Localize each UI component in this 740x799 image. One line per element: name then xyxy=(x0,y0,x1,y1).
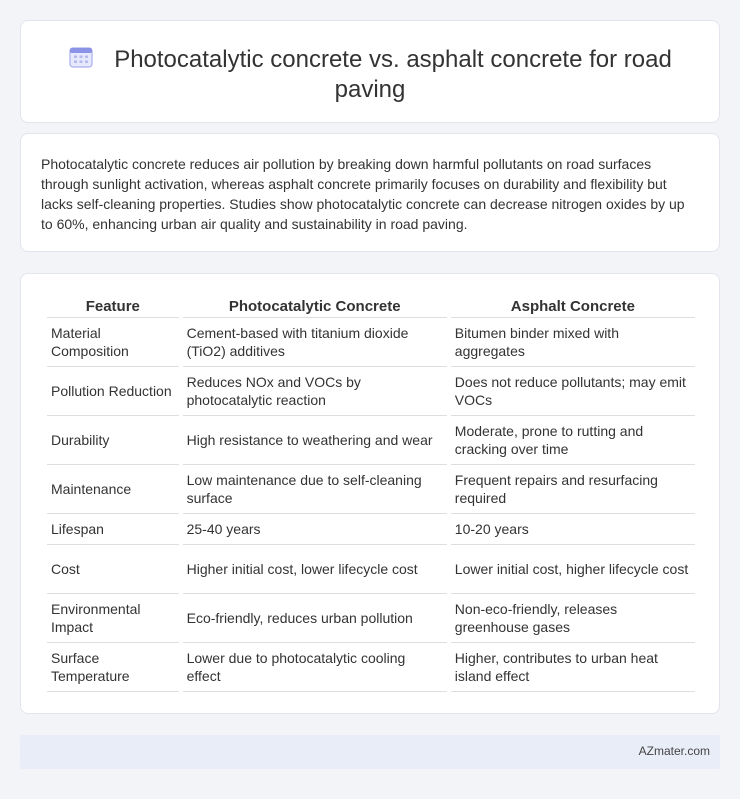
feature-cell: Environmental Impact xyxy=(47,594,179,643)
photocatalytic-cell: Higher initial cost, lower lifecycle cost xyxy=(183,545,447,594)
asphalt-cell: 10-20 years xyxy=(451,514,695,545)
table-row xyxy=(47,465,695,514)
table-row xyxy=(47,416,695,465)
title-wrap xyxy=(21,45,719,105)
feature-cell: Durability xyxy=(47,416,179,465)
asphalt-cell: Frequent repairs and resurfacing required xyxy=(451,465,695,514)
table-card xyxy=(20,273,720,714)
feature-cell: Material Composition xyxy=(47,318,179,367)
photocatalytic-cell: Reduces NOx and VOCs by photocatalytic reaction xyxy=(183,367,447,416)
table-row xyxy=(47,643,695,692)
feature-cell: Surface Temperature xyxy=(47,643,179,692)
asphalt-cell: Lower initial cost, higher lifecycle cost xyxy=(451,545,695,594)
table-row xyxy=(47,367,695,416)
feature-cell: Pollution Reduction xyxy=(47,367,179,416)
table-row xyxy=(47,594,695,643)
photocatalytic-cell: Cement-based with titanium dioxide (TiO2) additives xyxy=(183,318,447,367)
asphalt-cell: Does not reduce pollutants; may emit VOCs xyxy=(451,367,695,416)
feature-cell: Cost xyxy=(47,545,179,594)
photocatalytic-cell: Lower due to photocatalytic cooling effect xyxy=(183,643,447,692)
footer-bar xyxy=(20,735,720,769)
asphalt-cell: Moderate, prone to rutting and cracking over time xyxy=(451,416,695,465)
page-title: Photocatalytic concrete vs. asphalt concrete for road paving xyxy=(114,46,672,103)
footer-site-link[interactable]: AZmater.com xyxy=(638,744,710,758)
asphalt-cell: Non-eco-friendly, releases greenhouse gases xyxy=(451,594,695,643)
photocatalytic-cell: Low maintenance due to self-cleaning surface xyxy=(183,465,447,514)
photocatalytic-cell: Eco-friendly, reduces urban pollution xyxy=(183,594,447,643)
header-asphalt: Asphalt Concrete xyxy=(451,296,695,318)
asphalt-cell: Bitumen binder mixed with aggregates xyxy=(451,318,695,367)
asphalt-cell: Higher, contributes to urban heat island effect xyxy=(451,643,695,692)
title-card xyxy=(20,20,720,123)
feature-cell: Maintenance xyxy=(47,465,179,514)
header-photocatalytic: Photocatalytic Concrete xyxy=(183,296,447,318)
intro-card xyxy=(20,133,720,252)
photocatalytic-cell: High resistance to weathering and wear xyxy=(183,416,447,465)
table-row xyxy=(47,514,695,545)
intro-text: Photocatalytic concrete reduces air pollution by breaking down harmful pollutants on road surfaces through sunlight activation, whereas asphalt concrete primarily focuses on durability and flexibility but lacks self-cleaning properties. Studies show photocatalytic concrete can decrease nitrogen oxides by up to 60%, enhancing urban air quality and sustainability in road paving. xyxy=(41,156,685,232)
calendar-icon xyxy=(68,45,94,69)
table-row xyxy=(47,545,695,594)
feature-cell: Lifespan xyxy=(47,514,179,545)
header-feature: Feature xyxy=(47,296,179,318)
table-row xyxy=(47,318,695,367)
comparison-table xyxy=(43,296,699,692)
table-header-row xyxy=(47,296,695,318)
photocatalytic-cell: 25-40 years xyxy=(183,514,447,545)
